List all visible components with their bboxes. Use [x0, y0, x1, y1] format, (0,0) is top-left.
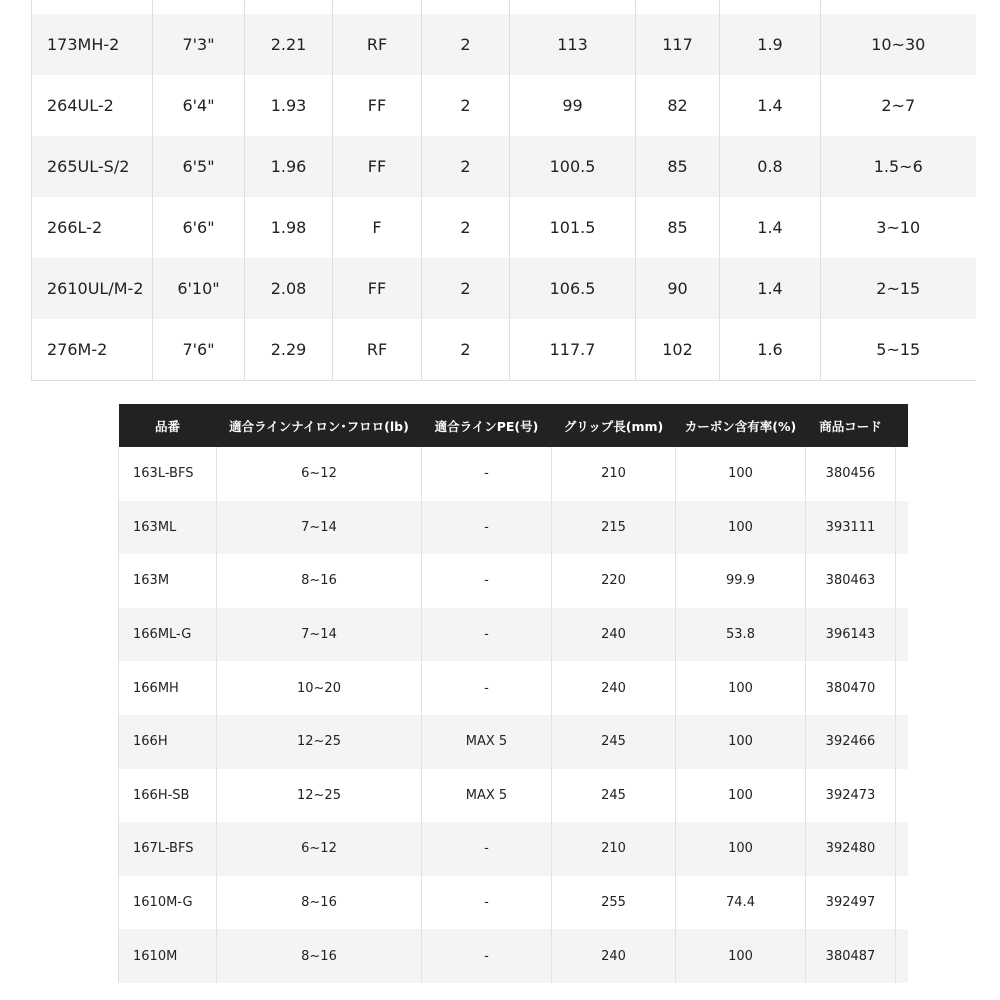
spec-table-row [32, 75, 976, 136]
product-table-cell: 245 [552, 769, 676, 823]
product-table-cell: 245 [552, 715, 676, 769]
product-table-row [119, 501, 908, 555]
product-table-spacer-cell [896, 608, 908, 662]
spec-table-cell: 113 [510, 14, 636, 75]
spec-table-cell: FF [333, 258, 422, 319]
product-table-cell: - [422, 876, 552, 930]
product-table-cell: 100 [676, 715, 806, 769]
product-table-cell: 12~25 [217, 769, 422, 823]
product-table-row [119, 715, 908, 769]
product-table-cell: 393111 [806, 501, 896, 555]
product-table-row [119, 929, 908, 983]
product-table-cell: - [422, 929, 552, 983]
spec-table-cell: 1.4 [720, 197, 821, 258]
spec-table-cell: 7'6" [153, 319, 245, 380]
product-table-cell: 100 [676, 929, 806, 983]
spec-table-cell [720, 0, 821, 14]
product-table-cell: 392480 [806, 822, 896, 876]
product-table-cell: 53.8 [676, 608, 806, 662]
spec-table-cell: 265UL-S/2 [32, 136, 153, 197]
product-table-cell: 255 [552, 876, 676, 930]
product-table-cell: - [422, 501, 552, 555]
product-table-spacer-cell [896, 876, 908, 930]
spec-table-cell: 0.8 [720, 136, 821, 197]
product-table-cell: 166H [119, 715, 217, 769]
spec-table-cell: 6'10" [153, 258, 245, 319]
product-table-cell: MAX 5 [422, 715, 552, 769]
spec-table-row [32, 14, 976, 75]
product-table-spacer-cell [896, 929, 908, 983]
spec-table-cell: 1.4 [720, 258, 821, 319]
spec-table-cell [32, 0, 153, 14]
spec-table-cell [245, 0, 333, 14]
spec-table-cell: 2 [422, 75, 510, 136]
product-table-cell: 6~12 [217, 822, 422, 876]
product-table-row [119, 876, 908, 930]
spec-table [31, 0, 976, 381]
spec-table-cell [821, 0, 976, 14]
product-table-cell: - [422, 661, 552, 715]
spec-table-cell: 3~10 [876, 218, 921, 237]
product-table-row [119, 661, 908, 715]
spec-table-cell [510, 0, 636, 14]
spec-table-row [32, 136, 976, 197]
spec-table-cell: 2~7 [881, 96, 916, 115]
spec-table-cell: 2 [422, 197, 510, 258]
spec-table-cell: 100.5 [510, 136, 636, 197]
spec-table-row [32, 197, 976, 258]
product-table-cell: - [422, 608, 552, 662]
product-table-cell: 220 [552, 554, 676, 608]
product-table-cell: 7~14 [217, 608, 422, 662]
spec-table-cell: 1.5~6 [821, 136, 976, 197]
product-table-cell: 8~16 [217, 876, 422, 930]
product-table-cell: 380487 [806, 929, 896, 983]
product-table-cell: 163L-BFS [119, 447, 217, 501]
spec-table-cell: 6'4" [153, 75, 245, 136]
spec-table-cell: 1.4 [720, 75, 821, 136]
product-table-cell: 240 [552, 661, 676, 715]
product-table-cell: 166H-SB [119, 769, 217, 823]
product-table-cell: 12~25 [217, 715, 422, 769]
product-table-spacer-cell [896, 769, 908, 823]
spec-table-cell: 5~15 [821, 319, 976, 380]
product-table-spacer-cell [896, 554, 908, 608]
spec-table-cell: 276M-2 [32, 319, 153, 380]
spec-table-cell: FF [333, 136, 422, 197]
product-table-spacer-cell [896, 661, 908, 715]
spec-table-cell: 2.29 [245, 319, 333, 380]
product-table-cell: 210 [552, 822, 676, 876]
spec-table-cell: 6'5" [153, 136, 245, 197]
spec-table-cell: 85 [636, 197, 720, 258]
product-table-body [119, 447, 908, 983]
spec-table-cell: 7'3" [153, 14, 245, 75]
spec-table-cell: 2.21 [245, 14, 333, 75]
spec-table-cell: RF [333, 319, 422, 380]
product-table-cell: 6~12 [217, 447, 422, 501]
header-cell-grip-length: グリップ長(mm) [563, 418, 664, 434]
spec-table-cell: 117 [636, 14, 720, 75]
product-table-cell: 10~20 [217, 661, 422, 715]
spec-table-cell: 173MH-2 [32, 14, 153, 75]
product-table-cell: 380456 [806, 447, 896, 501]
product-table-cell: 163ML [119, 501, 217, 555]
spec-table-body [32, 0, 976, 380]
product-table-row [119, 822, 908, 876]
product-table-cell: 1610M-G [119, 876, 217, 930]
spec-table-cell: 102 [636, 319, 720, 380]
spec-table-cell [153, 0, 245, 14]
spec-table-cell: 90 [636, 258, 720, 319]
product-table-row [119, 608, 908, 662]
spec-table-cell [422, 0, 510, 14]
spec-table-cell: 1.9 [720, 14, 821, 75]
product-table-cell: 210 [552, 447, 676, 501]
product-table-cell: 100 [676, 769, 806, 823]
product-table-cell: 380463 [806, 554, 896, 608]
spec-table-cell: 99 [510, 75, 636, 136]
product-table-cell: - [422, 447, 552, 501]
product-table-cell: 99.9 [676, 554, 806, 608]
spec-table-cell: 10~30 [821, 14, 976, 75]
product-table [118, 404, 908, 983]
product-table-cell: 100 [676, 447, 806, 501]
spec-table-row [32, 0, 976, 14]
header-cell-carbon-content: カーボン含有率(%) [684, 418, 797, 434]
spec-table-cell: 106.5 [510, 258, 636, 319]
product-table-cell: 74.4 [676, 876, 806, 930]
spec-table-cell: 6'6" [153, 197, 245, 258]
spec-table-cell: 2 [422, 14, 510, 75]
product-table-cell: 392466 [806, 715, 896, 769]
product-table-spacer-cell [896, 501, 908, 555]
product-table-cell: - [422, 554, 552, 608]
header-cell-product-code: 商品コード [819, 418, 882, 434]
spec-table-cell: 85 [636, 136, 720, 197]
spec-table-cell: 2610UL/M-2 [32, 258, 153, 319]
spec-table-cell [636, 0, 720, 14]
product-table-cell: 1610M [119, 929, 217, 983]
product-table-cell: 392473 [806, 769, 896, 823]
product-table-cell: 8~16 [217, 554, 422, 608]
product-table-cell: 380470 [806, 661, 896, 715]
spec-table-cell: 1.98 [245, 197, 333, 258]
product-table-cell: 163M [119, 554, 217, 608]
product-table-cell: MAX 5 [422, 769, 552, 823]
spec-table-cell: 2 [422, 258, 510, 319]
spec-table-cell: FF [333, 75, 422, 136]
product-table-row [119, 554, 908, 608]
product-table-cell: 392497 [806, 876, 896, 930]
header-cell-spacer [896, 404, 908, 447]
product-table-cell: 167L-BFS [119, 822, 217, 876]
spec-table-cell [333, 0, 422, 14]
product-table-cell: 8~16 [217, 929, 422, 983]
spec-table-cell: 2.08 [245, 258, 333, 319]
header-cell-pe-line: 適合ラインPE(号) [434, 418, 539, 434]
spec-table-cell: 2 [422, 136, 510, 197]
product-table-cell: 396143 [806, 608, 896, 662]
header-cell-part-number: 品番 [154, 418, 180, 434]
product-table-cell: 240 [552, 929, 676, 983]
spec-table-cell: 264UL-2 [32, 75, 153, 136]
product-table-cell: 215 [552, 501, 676, 555]
header-row [119, 404, 908, 447]
product-table-header [119, 404, 908, 447]
spec-table-cell: 117.7 [510, 319, 636, 380]
spec-table-cell: F [333, 197, 422, 258]
product-table-row [119, 769, 908, 823]
product-table-cell: 100 [676, 501, 806, 555]
header-cell-nylon-fluoro-line: 適合ラインナイロン･フロロ(lb) [229, 418, 409, 434]
product-table-cell: 100 [676, 661, 806, 715]
product-table-cell: 166ML-G [119, 608, 217, 662]
spec-table-cell: 1.6 [720, 319, 821, 380]
product-table-cell: - [422, 822, 552, 876]
product-table-cell: 166MH [119, 661, 217, 715]
spec-table-cell: RF [333, 14, 422, 75]
spec-table-cell: 1.96 [245, 136, 333, 197]
product-table-spacer-cell [896, 715, 908, 769]
product-table-cell: 240 [552, 608, 676, 662]
spec-table-cell: 1.93 [245, 75, 333, 136]
spec-table-row [32, 319, 976, 380]
product-table-cell: 100 [676, 822, 806, 876]
product-table-cell: 7~14 [217, 501, 422, 555]
spec-table-cell: 82 [636, 75, 720, 136]
product-table-spacer-cell [896, 822, 908, 876]
spec-table-cell: 266L-2 [32, 197, 153, 258]
spec-table-row [32, 258, 976, 319]
spec-table-cell: 101.5 [510, 197, 636, 258]
spec-table-cell: 2~15 [821, 258, 976, 319]
product-table-row [119, 447, 908, 501]
product-table-spacer-cell [896, 447, 908, 501]
spec-table-cell: 2 [422, 319, 510, 380]
